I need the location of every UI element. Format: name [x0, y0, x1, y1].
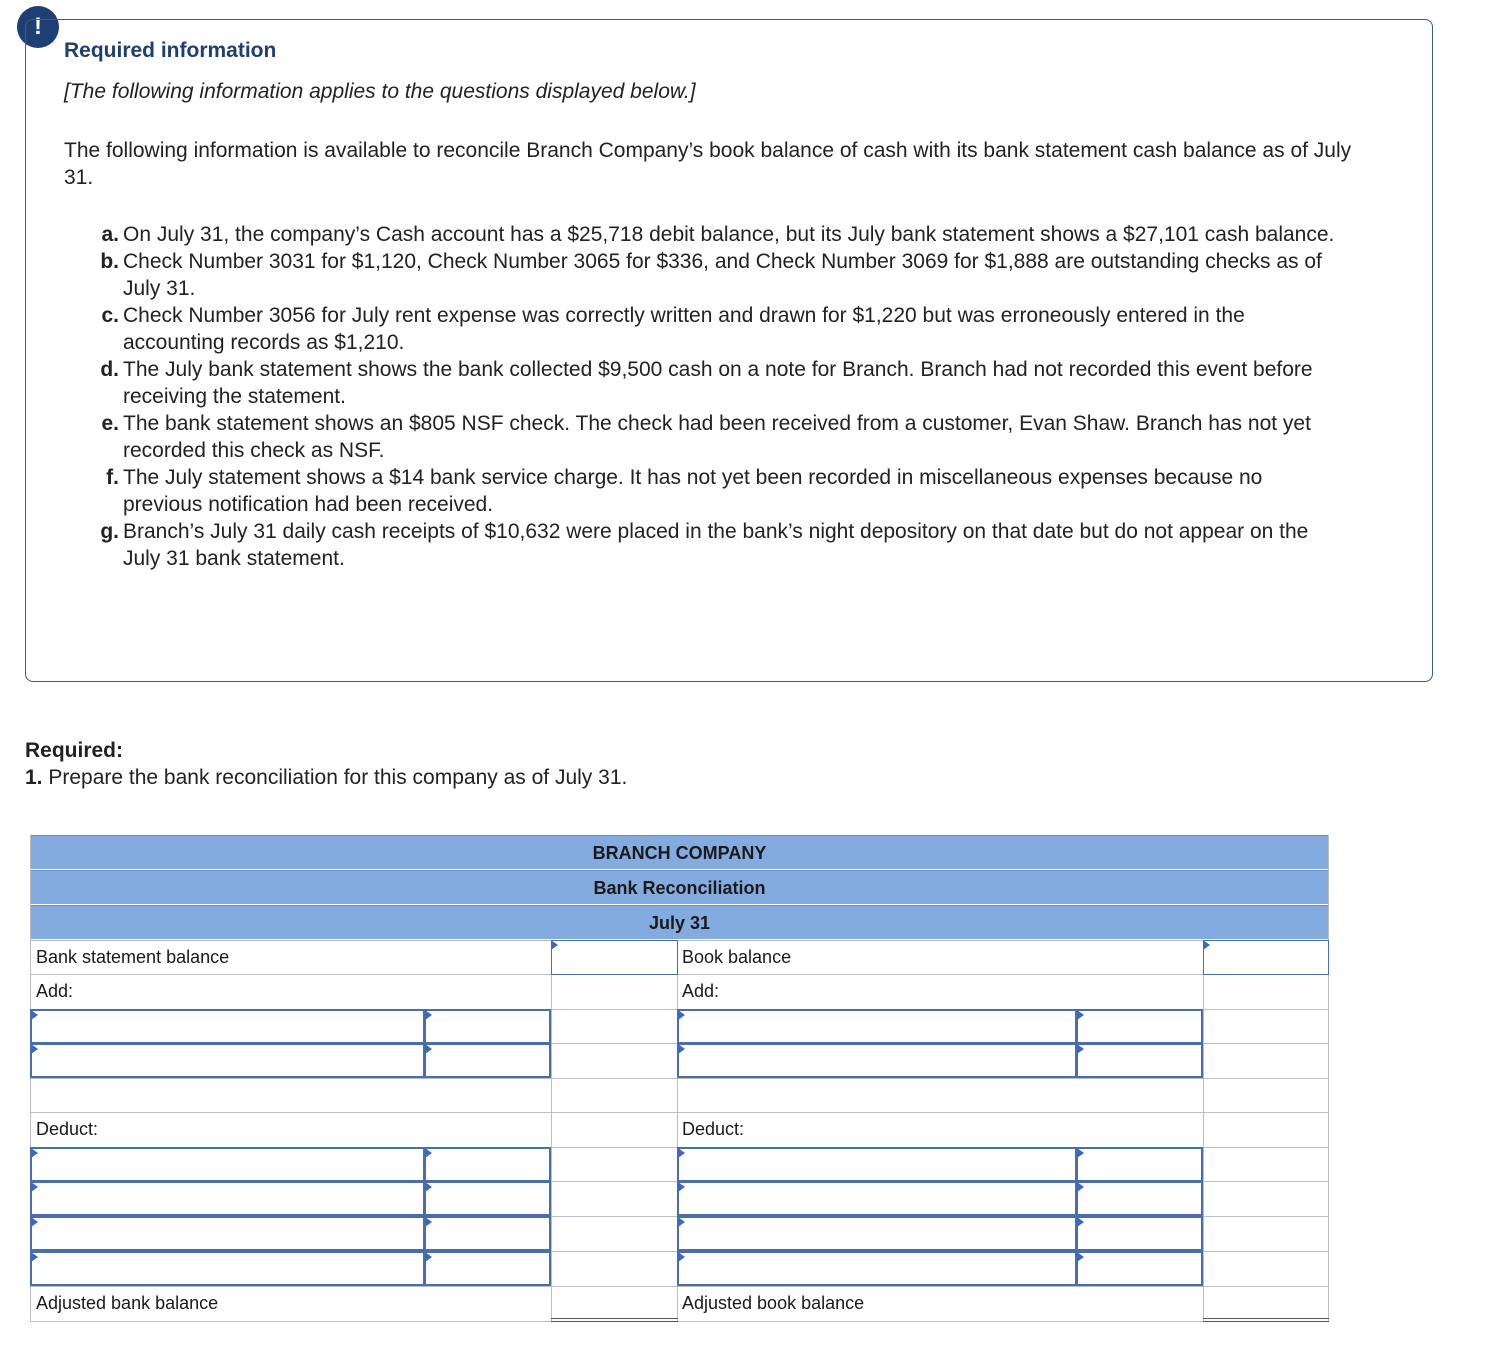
question-number: 1. [25, 766, 43, 789]
item-text: Branch’s July 31 daily cash receipts of $10,632 were placed in the bank’s night depository on that date but do not appear on the July 31 bank statement. [123, 520, 1309, 570]
bank-reconciliation-table [30, 835, 1329, 1321]
book-add-amount-input[interactable] [1076, 1043, 1203, 1078]
item-text: The July bank statement shows the bank collected $9,500 cash on a note for Branch. Branch had not recorded this event before receiving the statement. [123, 358, 1313, 408]
bank-add-description-input[interactable] [30, 1043, 425, 1078]
info-item [96, 302, 1346, 356]
item-label: d. [100, 358, 119, 381]
grid-row-line [30, 1286, 1329, 1287]
book-deduct-amount-input[interactable] [1076, 1251, 1203, 1286]
book-deduct-description-input[interactable] [677, 1147, 1077, 1182]
item-label: b. [100, 250, 119, 273]
info-items-list [96, 221, 1346, 572]
bank-statement-balance-label: Bank statement balance [36, 947, 230, 967]
grid-row-line [30, 1112, 1329, 1113]
bank-deduct-description-input[interactable] [30, 1147, 425, 1182]
book-deduct-amount-input[interactable] [1076, 1181, 1203, 1216]
item-label: f. [106, 466, 119, 489]
date-header: July 31 [30, 905, 1329, 939]
info-item [96, 518, 1346, 572]
grid-column-line [1203, 940, 1204, 1321]
book-deduct-description-input[interactable] [677, 1251, 1077, 1286]
statement-title-header: Bank Reconciliation [30, 870, 1329, 904]
alert-icon: ! [17, 6, 59, 48]
info-item [96, 248, 1346, 302]
info-item [96, 356, 1346, 410]
info-title: Required information [64, 39, 277, 62]
bank-add-amount-input[interactable] [424, 1043, 551, 1078]
bank-deduct-amount-input[interactable] [424, 1216, 551, 1251]
grid-row-line [30, 1078, 1329, 1079]
book-deduct-description-input[interactable] [677, 1181, 1077, 1216]
double-underline [1203, 1321, 1329, 1322]
grid-row-line [30, 1321, 1329, 1322]
book-deduct-amount-input[interactable] [1076, 1147, 1203, 1182]
info-intro: The following information is available to reconcile Branch Company’s book balance of cash with its bank statement cash balance as of July 31. [64, 139, 1352, 189]
item-label: e. [101, 412, 119, 435]
bank-deduct-label: Deduct: [36, 1119, 99, 1139]
book-add-description-input[interactable] [677, 1043, 1077, 1078]
double-underline [551, 1321, 678, 1322]
item-text: The bank statement shows an $805 NSF check. The check had been received from a customer, Evan Shaw. Branch has not yet recorded this check as NSF. [123, 412, 1311, 462]
grid-right-border [1328, 835, 1329, 1321]
adjusted-book-balance-label: Adjusted book balance [682, 1293, 865, 1313]
info-item [96, 410, 1346, 464]
bank-deduct-amount-input[interactable] [424, 1181, 551, 1216]
book-deduct-description-input[interactable] [677, 1216, 1077, 1251]
item-label: g. [100, 520, 119, 543]
book-add-description-input[interactable] [677, 1009, 1077, 1044]
required-heading: Required: [25, 739, 124, 762]
bank-deduct-description-input[interactable] [30, 1216, 425, 1251]
bank-add-amount-input[interactable] [424, 1009, 551, 1044]
company-header: BRANCH COMPANY [30, 835, 1329, 869]
bank-deduct-description-input[interactable] [30, 1181, 425, 1216]
info-note: [The following information applies to the questions displayed below.] [64, 80, 696, 103]
required-question [25, 766, 627, 790]
bank-deduct-amount-input[interactable] [424, 1147, 551, 1182]
grid-row-line [30, 940, 1329, 941]
bank-deduct-description-input[interactable] [30, 1251, 425, 1286]
question-text: Prepare the bank reconciliation for this company as of July 31. [48, 766, 628, 789]
bank-add-label: Add: [36, 981, 74, 1001]
info-item [96, 464, 1346, 518]
item-text: On July 31, the company’s Cash account has a $25,718 debit balance, but its July bank statement shows a $27,101 cash balance. [123, 223, 1335, 246]
adjusted-bank-balance-label: Adjusted bank balance [36, 1293, 219, 1313]
item-label: c. [101, 304, 119, 327]
book-balance-input[interactable] [1203, 940, 1329, 975]
grid-column-line [551, 940, 552, 1321]
book-add-amount-input[interactable] [1076, 1009, 1203, 1044]
book-balance-label: Book balance [682, 947, 792, 967]
double-underline [1203, 1318, 1329, 1319]
item-text: Check Number 3056 for July rent expense was correctly written and drawn for $1,220 but was erroneously entered in the accounting records as $1,210. [123, 304, 1245, 354]
grid-row-line [30, 974, 1329, 975]
item-text: Check Number 3031 for $1,120, Check Number 3065 for $336, and Check Number 3069 for $1,888 are outstanding checks as of July 31. [123, 250, 1322, 300]
item-label: a. [101, 223, 119, 246]
book-add-label: Add: [682, 981, 720, 1001]
bank-deduct-amount-input[interactable] [424, 1251, 551, 1286]
book-deduct-amount-input[interactable] [1076, 1216, 1203, 1251]
bank-statement-balance-input[interactable] [551, 940, 678, 975]
item-text: The July statement shows a $14 bank service charge. It has not yet been recorded in miscellaneous expenses because no previous notification had been received. [123, 466, 1263, 516]
book-deduct-label: Deduct: [682, 1119, 745, 1139]
info-item [96, 221, 1346, 248]
double-underline [551, 1318, 678, 1319]
bank-add-description-input[interactable] [30, 1009, 425, 1044]
